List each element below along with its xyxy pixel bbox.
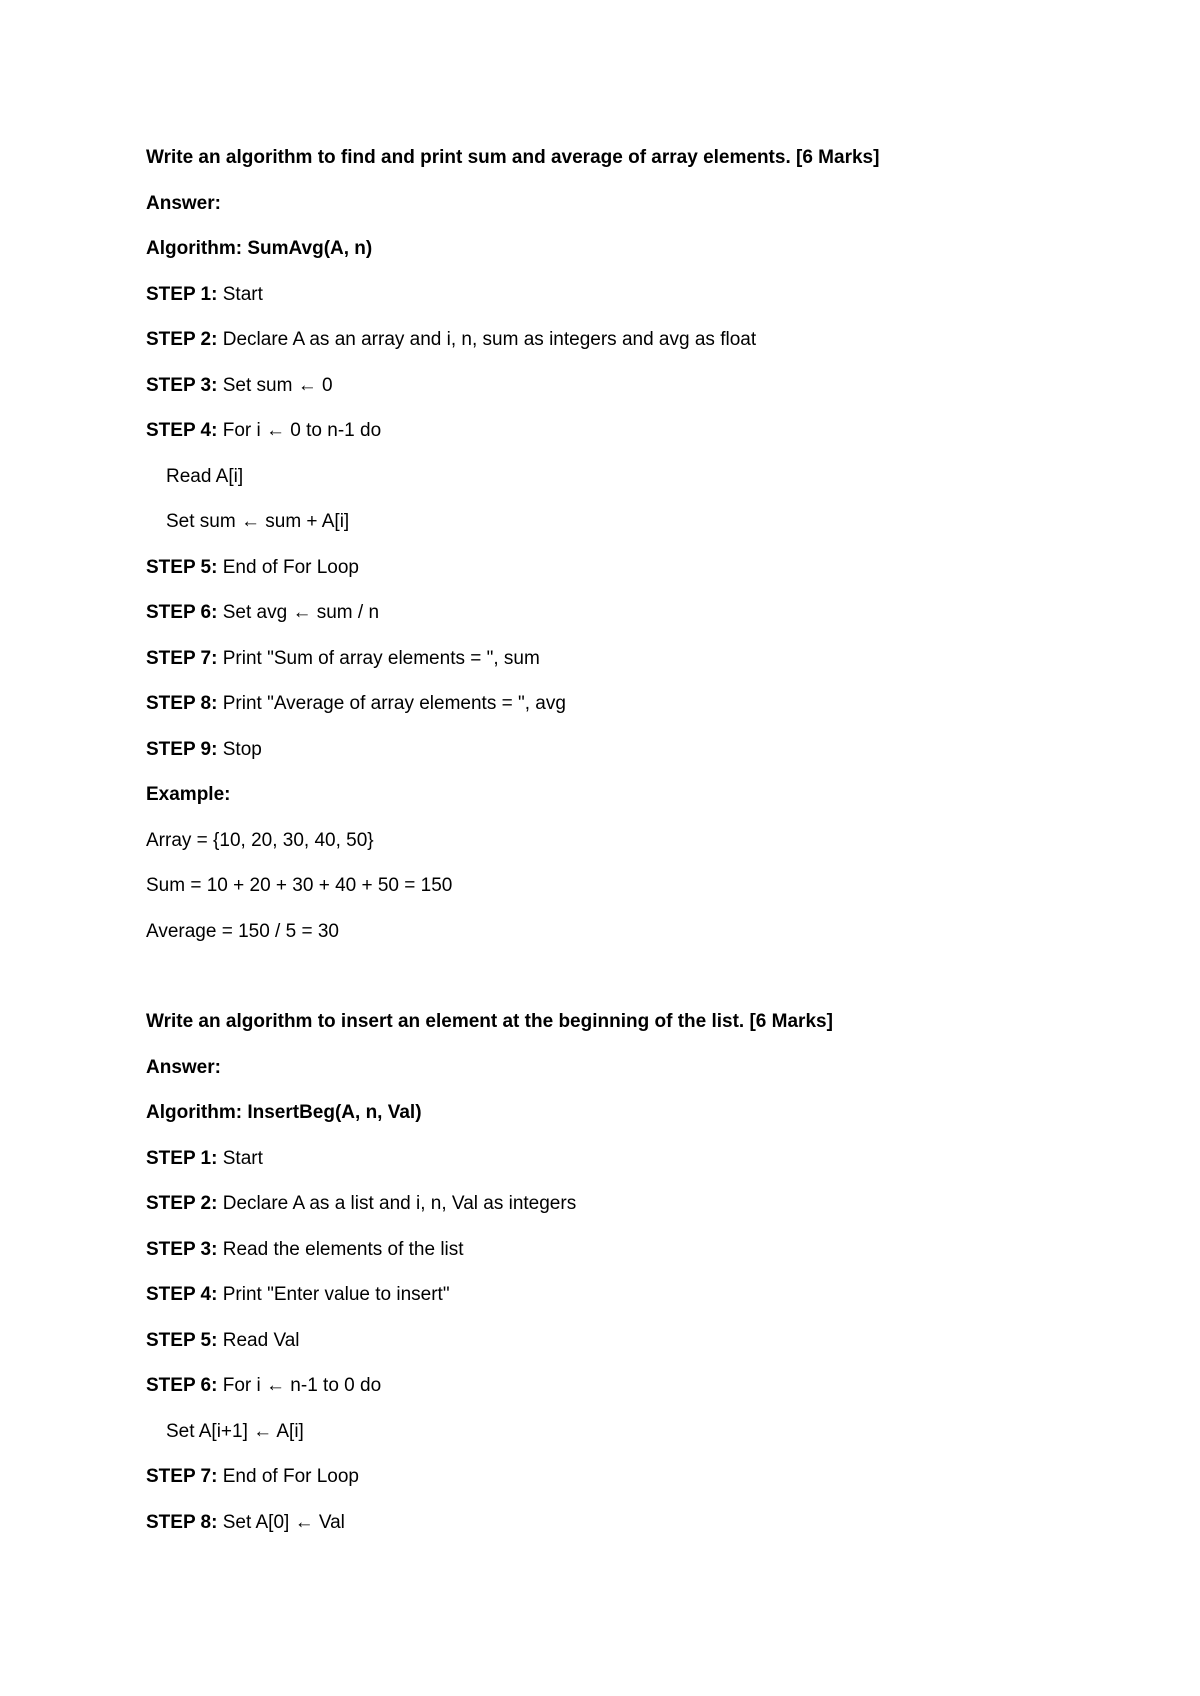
- algorithm-label: Algorithm:: [146, 1102, 248, 1123]
- step-text: Print "Average of array elements = ", avg: [217, 693, 566, 714]
- step-label: STEP 4:: [146, 1284, 218, 1305]
- step-text: Set A[i+1] ← A[i]: [166, 1420, 304, 1442]
- algorithm-step: [146, 601, 1106, 625]
- step-label: STEP 9:: [146, 738, 218, 760]
- algorithm-title: [146, 1101, 1106, 1125]
- algorithm-step: [146, 738, 1106, 762]
- algorithm-step: [146, 328, 1106, 352]
- example-label: Example:: [146, 784, 231, 805]
- step-label: STEP 7:: [146, 1466, 218, 1487]
- algorithm-step: [146, 1238, 1106, 1262]
- algorithm-step: [146, 1192, 1106, 1216]
- step-label: STEP 6:: [146, 1375, 218, 1396]
- answer-label: Answer:: [146, 192, 221, 214]
- algorithm-step: [146, 1465, 1106, 1489]
- algorithm-label: Algorithm:: [146, 238, 248, 259]
- step-label: STEP 3:: [146, 1238, 218, 1260]
- algorithm-step: [146, 1283, 1106, 1307]
- section-divider-space: [146, 965, 1106, 1010]
- step-label: STEP 6:: [146, 602, 218, 623]
- step-text: Set sum ← sum + A[i]: [166, 511, 350, 532]
- step-text: Set sum ← 0: [217, 374, 333, 396]
- step-text: Read A[i]: [166, 465, 244, 487]
- step-substatement: [146, 465, 1106, 489]
- question-heading: Write an algorithm to insert an element at the beginning of the list. [6 Marks]: [146, 1011, 833, 1032]
- step-text: Declare A as a list and i, n, Val as integers: [217, 1193, 577, 1214]
- step-text: Read Val: [217, 1329, 300, 1351]
- step-label: STEP 5:: [146, 1329, 218, 1351]
- algorithm-step: [146, 1329, 1106, 1353]
- step-substatement: [146, 510, 1106, 534]
- step-text: Print "Enter value to insert": [217, 1284, 450, 1305]
- algorithm-step: [146, 1374, 1106, 1398]
- algorithm-step: [146, 556, 1106, 580]
- step-text: For i ← n-1 to 0 do: [217, 1375, 382, 1396]
- algorithm-step: [146, 1147, 1106, 1171]
- step-text: For i ← 0 to n-1 do: [217, 420, 382, 441]
- step-label: STEP 7:: [146, 647, 218, 669]
- step-text: Start: [217, 1147, 263, 1169]
- step-label: STEP 2:: [146, 1193, 218, 1214]
- answer-label: Answer:: [146, 1056, 221, 1078]
- step-text: Declare A as an array and i, n, sum as integers and avg as float: [217, 329, 757, 350]
- step-text: End of For Loop: [217, 556, 360, 578]
- algorithm-step: [146, 647, 1106, 671]
- step-text: End of For Loop: [217, 1466, 360, 1487]
- step-label: STEP 1:: [146, 1147, 218, 1169]
- algorithm-step: [146, 419, 1106, 443]
- step-text: Print "Sum of array elements = ", sum: [217, 647, 540, 669]
- example-line: Average = 150 / 5 = 30: [146, 920, 339, 942]
- step-text: Start: [217, 283, 263, 305]
- step-label: STEP 8:: [146, 693, 218, 714]
- step-label: STEP 3:: [146, 374, 218, 396]
- example-line: Array = {10, 20, 30, 40, 50}: [146, 829, 374, 851]
- step-text: Read the elements of the list: [217, 1238, 464, 1260]
- algorithm-step: [146, 374, 1106, 398]
- question-heading: Write an algorithm to find and print sum and average of array elements. [6 Marks]: [146, 147, 880, 168]
- step-text: Set A[0] ← Val: [217, 1511, 345, 1533]
- algorithm-step: [146, 692, 1106, 716]
- document-page: [146, 146, 1106, 1556]
- example-line: Sum = 10 + 20 + 30 + 40 + 50 = 150: [146, 875, 453, 896]
- algorithm-step: [146, 283, 1106, 307]
- step-label: STEP 4:: [146, 420, 218, 441]
- step-label: STEP 5:: [146, 556, 218, 578]
- algorithm-name: InsertBeg(A, n, Val): [247, 1102, 422, 1123]
- step-text: Set avg ← sum / n: [217, 602, 380, 623]
- algorithm-name: SumAvg(A, n): [247, 238, 373, 259]
- step-label: STEP 1:: [146, 283, 218, 305]
- step-label: STEP 2:: [146, 329, 218, 350]
- step-label: STEP 8:: [146, 1511, 218, 1533]
- algorithm-step: [146, 1511, 1106, 1535]
- algorithm-title: [146, 237, 1106, 261]
- step-text: Stop: [217, 738, 262, 760]
- step-substatement: [146, 1420, 1106, 1444]
